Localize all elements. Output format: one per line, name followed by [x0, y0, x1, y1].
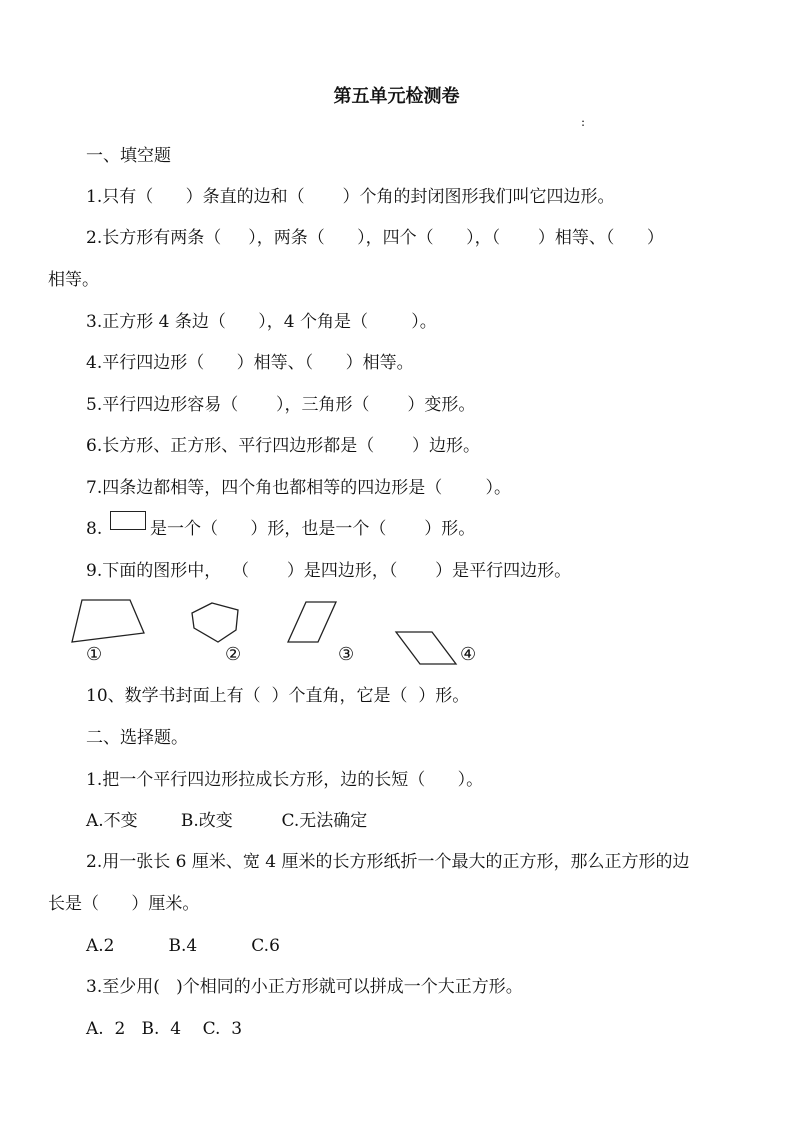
header-mark: : [581, 115, 586, 129]
q9-shapes [60, 592, 490, 672]
fill-q5: 5.平行四边形容易（ ），三角形（ ）变形。 [86, 395, 476, 415]
fill-q6: 6.长方形、正方形、平行四边形都是（ ）边形。 [86, 436, 481, 456]
fill-q10: 10、数学书封面上有（ ）个直角，它是（ ）形。 [86, 686, 470, 706]
fill-q1: 1.只有（ ）条直的边和（ ）个角的封闭图形我们叫它四边形。 [86, 187, 615, 207]
section-fill-heading: 一、填空题 [86, 146, 171, 166]
shape-trapezoid [72, 600, 144, 642]
choice-q1-options: A.不变 B.改变 C.无法确定 [86, 811, 368, 831]
fill-q8-number: 8. [86, 519, 103, 539]
fill-q7: 7.四条边都相等，四个角也都相等的四边形是（ ）。 [86, 478, 511, 498]
fill-q9: 9.下面的图形中， （ ）是四边形，（ ）是平行四边形。 [86, 561, 572, 581]
shape-parallelogram-wide [396, 632, 456, 664]
shape-label-2: ② [225, 644, 242, 665]
fill-q3: 3.正方形 4 条边（ ），4 个角是（ ）。 [86, 312, 437, 332]
shape-parallelogram-tall [288, 602, 336, 642]
shape-label-3: ③ [338, 644, 355, 665]
fill-q4: 4.平行四边形（ ）相等、（ ）相等。 [86, 353, 414, 373]
shape-label-1: ① [86, 644, 103, 665]
choice-q1: 1.把一个平行四边形拉成长方形，边的长短（ ）。 [86, 770, 484, 790]
choice-q3: 3.至少用( )个相同的小正方形就可以拼成一个大正方形。 [86, 977, 523, 997]
section-choice-heading: 二、选择题。 [86, 728, 188, 748]
choice-q2-line2: 长是（ ）厘米。 [48, 894, 200, 914]
fill-q2-line1: 2.长方形有两条（ ），两条（ ），四个（ ），（ ）相等、（ ） [86, 228, 664, 248]
page-title: 第五单元检测卷 [333, 86, 460, 107]
fill-q8-text: 是一个（ ）形，也是一个（ ）形。 [150, 519, 476, 539]
choice-q2-options: A.2 B.4 C.6 [86, 936, 280, 956]
choice-q3-options: A. 2 B. 4 C. 3 [86, 1019, 243, 1039]
shape-label-4: ④ [460, 644, 477, 665]
choice-q2-line1: 2.用一张长 6 厘米、宽 4 厘米的长方形纸折一个最大的正方形，那么正方形的边 [86, 852, 690, 872]
shape-irregular-pentagon [192, 603, 238, 642]
rectangle-figure [110, 511, 146, 530]
fill-q2-line2: 相等。 [48, 270, 99, 290]
